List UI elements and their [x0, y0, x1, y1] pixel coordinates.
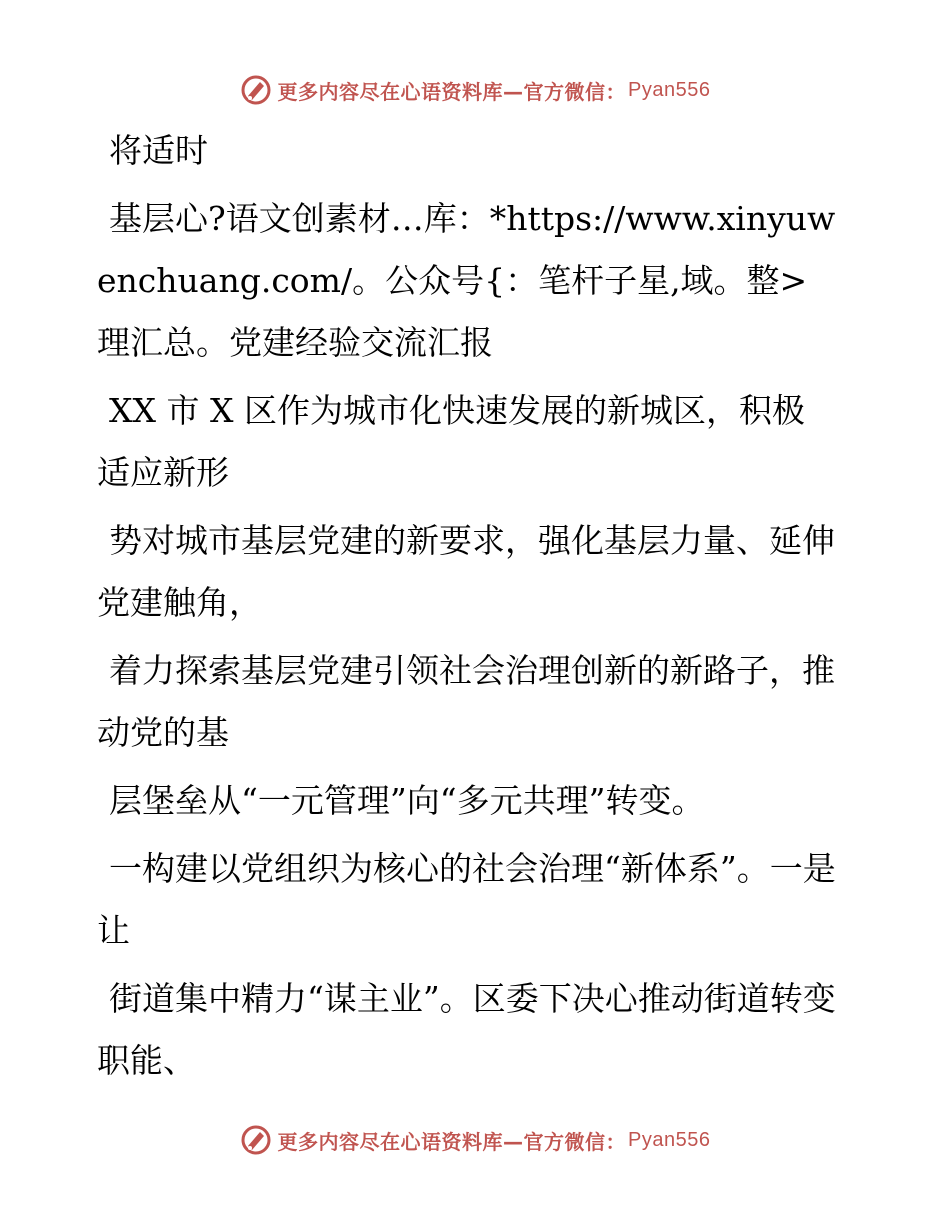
watermark-handle: Pyan556	[628, 78, 711, 101]
paragraph-7: 一构建以党组织为核心的社会治理“新体系”。一是让	[97, 849, 836, 950]
watermark-handle: Pyan556	[628, 1128, 711, 1151]
paragraph-4: 势对城市基层党建的新要求，强化基层力量、延伸党建触角，	[97, 521, 835, 622]
footer-watermark	[0, 1120, 950, 1160]
paragraph-5: 着力探索基层党建引领社会治理创新的新路子，推动党的基	[97, 651, 835, 752]
pen-nib-logo-icon	[240, 1124, 272, 1156]
document-body	[97, 120, 837, 1098]
watermark-text: 更多内容尽在心语资料库—官方微信：	[277, 79, 627, 104]
pen-nib-logo-icon	[240, 74, 272, 106]
paragraph-6: 层堡垒从“一元管理”向“多元共理”转变。	[109, 781, 705, 820]
watermark-text: 更多内容尽在心语资料库—官方微信：	[277, 1129, 627, 1154]
paragraph-3: XX 市 X 区作为城市化快速发展的新城区，积极适应新形	[97, 391, 805, 492]
header-watermark	[0, 70, 950, 110]
paragraph-8: 街道集中精力“谋主业”。区委下决心推动街道转变职能、	[97, 979, 836, 1080]
paragraph-1: 将适时	[109, 131, 208, 170]
paragraph-2: 基层心?语文创素材…库：*https://www.xinyuwenchuang.com/。公众号{：笔杆子星,域。整>理汇总。党建经验交流汇报	[97, 199, 836, 362]
